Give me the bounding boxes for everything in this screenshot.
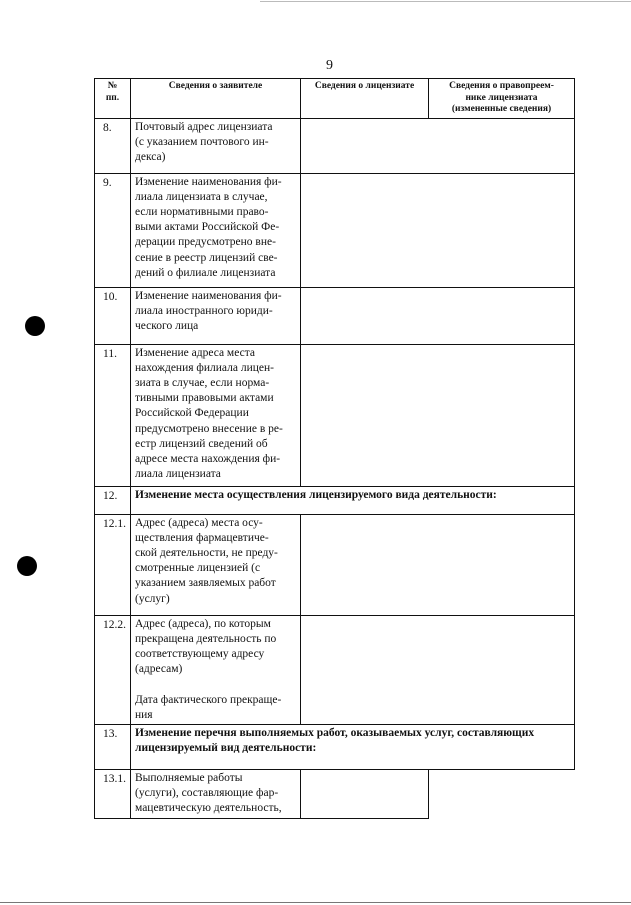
- row-number: 9.: [95, 173, 131, 287]
- table-row: [95, 615, 575, 724]
- row-number: 12.: [95, 486, 131, 514]
- row-number: 11.: [95, 344, 131, 486]
- page-number: 9: [326, 58, 333, 73]
- section-row: [95, 724, 575, 769]
- value-cell[interactable]: [301, 173, 575, 287]
- row-number: 13.: [95, 724, 131, 769]
- table-row: [95, 173, 575, 287]
- section-title: Изменение перечня выполняемых работ, оказываемых услуг, составляющих лицензируемый вид деятельности:: [131, 724, 575, 769]
- value-cell[interactable]: [301, 514, 575, 615]
- row-number: 10.: [95, 287, 131, 344]
- section-title: Изменение места осуществления лицензируемого вида деятельности:: [131, 486, 575, 514]
- header-row: [95, 79, 575, 119]
- license-form-table: [94, 78, 575, 819]
- row-text: Изменение адреса места нахождения филиала лицен- зиата в случае, если норма- тивными правовыми актами Российской Федерации предусмотрено внесение в ре- естр лицензий сведений об адресе места нахождения фи- лиала лицензиата: [131, 344, 301, 486]
- row-text: Выполняемые работы (услуги), составляющие фар- мацевтическую деятельность,: [131, 769, 301, 818]
- table-row: [95, 514, 575, 615]
- table-row: [95, 118, 575, 173]
- top-scan-line: [260, 1, 631, 2]
- header-num: № пп.: [95, 79, 131, 119]
- row-text: Почтовый адрес лицензиата (с указанием почтового ин- декса): [131, 118, 301, 173]
- value-cell[interactable]: [301, 118, 575, 173]
- value-cell[interactable]: [301, 769, 429, 818]
- punch-hole: [25, 316, 45, 336]
- table-row: [95, 344, 575, 486]
- row-text: Адрес (адреса) места осу- ществления фармацевтиче- ской деятельности, не преду- смотренные лицензией (с указанием заявляемых работ (услуг): [131, 514, 301, 615]
- row-number: 12.1.: [95, 514, 131, 615]
- row-text: Изменение наименования фи- лиала иностранного юриди- ческого лица: [131, 287, 301, 344]
- table-row: [95, 769, 575, 818]
- row-number: 12.2.: [95, 615, 131, 724]
- header-licensee: Сведения о лицензиате: [301, 79, 429, 119]
- empty-cell: [429, 769, 575, 818]
- row-text: Адрес (адреса), по которым прекращена деятельность по соответствующему адресу (адресам) Дата фактического прекраще- ния: [131, 615, 301, 724]
- bottom-scan-line: [0, 902, 631, 903]
- row-text: Изменение наименования фи- лиала лицензиата в случае, если нормативными право- выми актами Российской Фе- дерации предусмотрено вне- сение в реестр лицензий све- дений о филиале лицензиата: [131, 173, 301, 287]
- value-cell[interactable]: [301, 615, 575, 724]
- row-number: 13.1.: [95, 769, 131, 818]
- section-row: [95, 486, 575, 514]
- value-cell[interactable]: [301, 287, 575, 344]
- header-applicant: Сведения о заявителе: [131, 79, 301, 119]
- table-row: [95, 287, 575, 344]
- header-successor: Сведения о правопреем- нике лицензиата (измененные сведения): [429, 79, 575, 119]
- punch-hole: [17, 556, 37, 576]
- value-cell[interactable]: [301, 344, 575, 486]
- row-number: 8.: [95, 118, 131, 173]
